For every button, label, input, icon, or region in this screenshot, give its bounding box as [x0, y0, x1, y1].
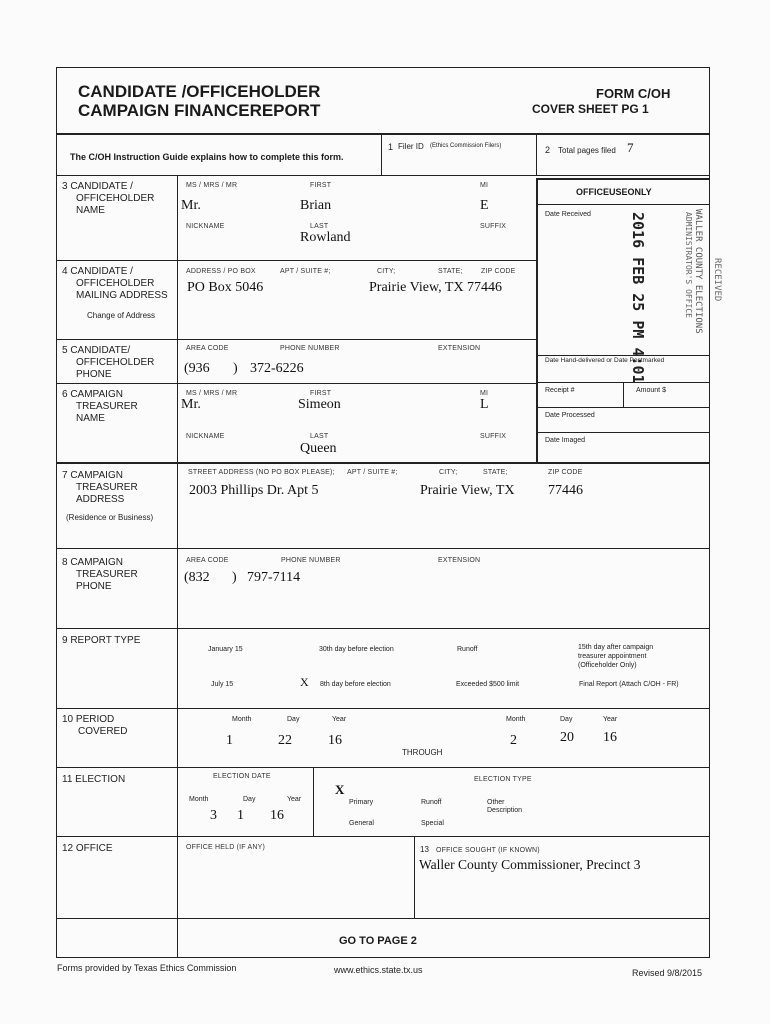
treasurer-state-label: STATE; — [483, 469, 508, 476]
candidate-last-label: LAST — [310, 223, 329, 230]
report-exceeded[interactable]: Exceeded $500 limit — [456, 681, 520, 688]
office-sought-label: OFFICE SOUGHT (IF KNOWN) — [436, 847, 540, 854]
treasurer-area-close: ) — [232, 570, 237, 585]
candidate-area-label: AREA CODE — [186, 345, 229, 352]
form-title-line1: CANDIDATE /OFFICEHOLDER — [78, 82, 321, 101]
row-rule-11 — [56, 836, 710, 837]
report-jul15[interactable]: July 15 — [211, 681, 234, 688]
period-from-year-label: Year — [332, 716, 347, 723]
office-use-rule-4 — [536, 407, 710, 408]
treasurer-area-label: AREA CODE — [186, 557, 229, 564]
period-from-year: 16 — [328, 733, 342, 748]
election-day: 1 — [237, 808, 244, 823]
row-rule-10 — [56, 767, 710, 768]
form-title-line2: CAMPAIGN FINANCEREPORT — [78, 101, 321, 120]
section-8-line2: TREASURER — [76, 569, 138, 580]
residence-note: (Residence or Business) — [66, 513, 154, 522]
section-5-line2: OFFICEHOLDER — [76, 357, 155, 368]
office-held-label: OFFICE HELD (IF ANY) — [186, 844, 266, 851]
treasurer-phone-label: PHONE NUMBER — [281, 557, 341, 564]
candidate-zip-label: ZIP CODE — [481, 268, 516, 275]
treasurer-zip-value: 77446 — [548, 483, 583, 498]
candidate-state-label: STATE; — [438, 268, 463, 275]
election-runoff[interactable]: Runoff — [421, 799, 442, 806]
office-use-title-rule — [536, 204, 710, 205]
section-7-line3: ADDRESS — [76, 494, 125, 505]
treasurer-apt-label: APT / SUITE #; — [347, 469, 398, 476]
section-9-label: 9 REPORT TYPE — [62, 635, 141, 646]
header-rule — [56, 133, 710, 135]
date-processed-label: Date Processed — [545, 412, 595, 419]
candidate-first-value: Brian — [300, 198, 332, 213]
treasurer-zip-label: ZIP CODE — [548, 469, 583, 476]
period-from-day-label: Day — [287, 716, 300, 723]
report-15th-day-line2: treasurer appointment — [578, 653, 647, 660]
treasurer-suffix-label: SUFFIX — [480, 433, 507, 440]
candidate-mi-label: MI — [480, 182, 489, 189]
period-to-year: 16 — [603, 730, 617, 745]
report-runoff[interactable]: Runoff — [457, 646, 478, 653]
footer-revised: Revised 9/8/2015 — [632, 968, 703, 978]
candidate-address-value: PO Box 5046 — [187, 280, 264, 295]
section-6-line1: 6 CAMPAIGN — [62, 389, 123, 400]
treasurer-first-value: Simeon — [298, 397, 341, 412]
total-pages-number: 2 — [545, 145, 551, 155]
office-sought-number: 13 — [420, 845, 429, 854]
office-use-left — [536, 178, 538, 463]
office-use-top — [536, 178, 710, 180]
candidate-suffix-label: SUFFIX — [480, 223, 507, 230]
received-stamp-word: RECEIVED — [712, 258, 722, 302]
section-10-line2: COVERED — [78, 726, 128, 737]
period-to-month-label: Month — [506, 716, 526, 723]
section-6-line3: NAME — [76, 413, 105, 424]
cover-sheet-label: COVER SHEET PG 1 — [532, 102, 649, 116]
period-to-year-label: Year — [603, 716, 618, 723]
election-month: 3 — [210, 808, 217, 823]
total-pages-value: 7 — [627, 140, 634, 155]
section-8-line3: PHONE — [76, 581, 112, 592]
period-from-month: 1 — [226, 733, 233, 748]
treasurer-ext-label: EXTENSION — [438, 557, 481, 564]
frame-top — [56, 67, 710, 68]
candidate-phone-value: 372-6226 — [250, 361, 304, 376]
report-8th-day-mark: X — [300, 675, 309, 689]
treasurer-street-value: 2003 Phillips Dr. Apt 5 — [189, 483, 319, 498]
period-to-day: 20 — [560, 730, 574, 745]
office-sought-value: Waller County Commissioner, Precinct 3 — [419, 857, 641, 872]
election-general[interactable]: General — [349, 820, 374, 827]
treasurer-phone-value: 797-7114 — [247, 570, 301, 585]
report-15th-day-line1[interactable]: 15th day after campaign — [578, 644, 654, 651]
section-4-line2: OFFICEHOLDER — [76, 278, 155, 289]
treasurer-mi-label: MI — [480, 390, 489, 397]
section-3-line3: NAME — [76, 205, 105, 216]
candidate-city-state-zip-value: Prairie View, TX 77446 — [369, 280, 503, 295]
section-12-label: 12 OFFICE — [62, 843, 113, 854]
report-jan15[interactable]: January 15 — [208, 646, 243, 653]
frame-left — [56, 67, 57, 958]
office-use-rule-5 — [536, 432, 710, 433]
left-col-rule — [177, 176, 178, 958]
candidate-ext-label: EXTENSION — [438, 345, 481, 352]
footer-url[interactable]: www.ethics.state.tx.us — [334, 965, 423, 975]
section-3-line2: OFFICEHOLDER — [76, 193, 155, 204]
treasurer-first-label: FIRST — [310, 390, 332, 397]
row-rule-8 — [56, 628, 710, 629]
filer-id-left-rule — [381, 134, 382, 176]
report-30th-day[interactable]: 30th day before election — [319, 646, 394, 653]
amount-label: Amount $ — [636, 387, 666, 394]
section-4-line1: 4 CANDIDATE / — [62, 266, 133, 277]
treasurer-street-label: STREET ADDRESS (NO PO BOX PLEASE); — [188, 469, 335, 476]
row-rule-7 — [56, 548, 710, 549]
candidate-title-label: MS / MRS / MR — [186, 182, 238, 189]
candidate-address-label: ADDRESS / PO BOX — [186, 268, 256, 275]
treasurer-city-state-value: Prairie View, TX — [420, 483, 515, 498]
section-5-line3: PHONE — [76, 369, 112, 380]
period-from-month-label: Month — [232, 716, 252, 723]
received-date-stamp: 2016 FEB 25 PM 4:01 — [629, 212, 647, 384]
total-pages-left-rule — [536, 134, 537, 176]
report-15th-day-line3: (Officeholder Only) — [578, 662, 637, 669]
candidate-city-label: CITY; — [377, 268, 396, 275]
section-5-line1: 5 CANDIDATE/ — [62, 345, 131, 356]
election-day-label: Day — [243, 796, 256, 803]
candidate-apt-label: APT / SUITE #; — [280, 268, 331, 275]
treasurer-title-value: Mr. — [181, 397, 201, 412]
section-3-line1: 3 CANDIDATE / — [62, 181, 133, 192]
row-rule-1 — [56, 175, 710, 176]
section-4-line3: MAILING ADDRESS — [76, 290, 168, 301]
received-stamp-admin: ADMINISTRATOR'S OFFICE — [684, 212, 693, 318]
election-year-label: Year — [287, 796, 302, 803]
form-id: FORM C/OH — [596, 86, 671, 101]
filer-id-sub: (Ethics Commission Filers) — [430, 143, 502, 149]
candidate-area-close: ) — [233, 361, 238, 376]
treasurer-title-label: MS / MRS / MR — [186, 390, 238, 397]
row-rule-3 — [56, 260, 537, 261]
election-date-divider — [313, 768, 314, 836]
period-from-day: 22 — [278, 733, 292, 748]
receipt-divider — [623, 382, 624, 407]
election-primary-mark: X — [335, 782, 345, 797]
election-date-label: ELECTION DATE — [213, 773, 271, 780]
candidate-area-open: (936 — [184, 361, 210, 376]
section-7-line1: 7 CAMPAIGN — [62, 470, 123, 481]
election-primary[interactable]: Primary — [349, 799, 374, 806]
candidate-title-value: Mr. — [181, 198, 201, 213]
frame-right — [709, 67, 710, 958]
candidate-last-value: Rowland — [300, 230, 351, 245]
hand-delivered-label: Date Hand-delivered or Date Postmarked — [545, 357, 665, 364]
office-divider — [414, 837, 415, 918]
candidate-nickname-label: NICKNAME — [186, 223, 225, 230]
treasurer-mi-value: L — [480, 397, 489, 412]
section-10-line1: 10 PERIOD — [62, 714, 115, 725]
date-received-label: Date Received — [545, 211, 591, 218]
election-description: Description — [487, 807, 523, 814]
candidate-first-label: FIRST — [310, 182, 332, 189]
period-through: THROUGH — [402, 748, 443, 757]
section-6-line2: TREASURER — [76, 401, 138, 412]
change-of-address[interactable]: Change of Address — [87, 311, 156, 320]
receipt-label: Receipt # — [545, 387, 575, 394]
election-month-label: Month — [189, 796, 209, 803]
section-8-line1: 8 CAMPAIGN — [62, 557, 123, 568]
treasurer-city-label: CITY; — [439, 469, 458, 476]
election-other[interactable]: Other — [487, 799, 505, 806]
candidate-mi-value: E — [480, 198, 489, 213]
candidate-phone-label: PHONE NUMBER — [280, 345, 340, 352]
row-rule-9 — [56, 708, 710, 709]
row-rule-5 — [56, 383, 537, 384]
report-final[interactable]: Final Report (Attach C/OH - FR) — [579, 681, 679, 688]
treasurer-nickname-label: NICKNAME — [186, 433, 225, 440]
filer-id-number: 1 — [388, 142, 394, 152]
election-special[interactable]: Special — [421, 820, 444, 827]
total-pages-label: Total pages filed — [558, 146, 616, 155]
treasurer-last-value: Queen — [300, 441, 337, 456]
section-7-line2: TREASURER — [76, 482, 138, 493]
date-imaged-label: Date Imaged — [545, 437, 586, 444]
instruction-text: The C/OH Instruction Guide explains how to complete this form. — [70, 152, 344, 162]
row-rule-12 — [56, 918, 710, 919]
filer-id-label: Filer ID — [398, 142, 424, 151]
report-8th-day[interactable]: 8th day before election — [320, 681, 391, 688]
row-rule-4 — [56, 339, 537, 340]
period-to-day-label: Day — [560, 716, 573, 723]
election-year: 16 — [270, 808, 284, 823]
office-use-title: OFFICEUSEONLY — [576, 187, 652, 197]
footer-provider: Forms provided by Texas Ethics Commission — [57, 963, 237, 973]
election-type-label: ELECTION TYPE — [474, 776, 532, 783]
treasurer-last-label: LAST — [310, 433, 329, 440]
treasurer-area-open: (832 — [184, 570, 210, 585]
frame-bottom — [56, 957, 710, 958]
row-rule-6 — [56, 462, 710, 464]
period-to-month: 2 — [510, 733, 517, 748]
section-11-label: 11 ELECTION — [62, 774, 126, 785]
go-to-page-2[interactable]: GO TO PAGE 2 — [339, 935, 417, 947]
office-use-rule-2 — [536, 355, 710, 356]
received-stamp-county: WALLER COUNTY ELECTIONS — [693, 209, 703, 334]
